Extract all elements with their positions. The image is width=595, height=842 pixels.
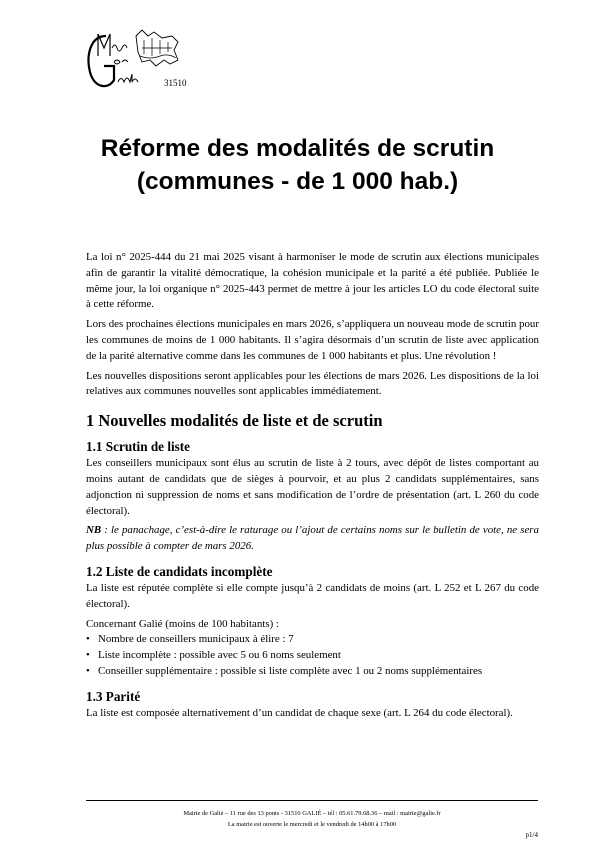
nb-text: : le panachage, c’est-à-dire le raturage ou l’ajout de certains noms sur le bulletin de vote, ne sera plus possible à compter de mars 2026. [86,524,539,553]
logo-postcode: 31510 [164,78,187,88]
footer [86,808,538,830]
title-line-1: Réforme des modalités de scrutin [100,135,495,162]
list-item [86,632,539,648]
footer-divider [86,800,538,801]
list-item [86,648,539,664]
section-1-2-text: La liste est réputée complète si elle compte jusqu’à 2 candidats de moins (art. L 252 et L 267 du code électoral). [86,581,539,610]
section-1-2-concern: Concernant Galié (moins de 100 habitants) : [86,617,279,630]
section-1-1-text: Les conseillers municipaux sont élus au scrutin de liste à 2 tours, avec dépôt de listes comportant au moins autant de candidats que de sièges à pourvoir, et au plus 2 candidats supplémentaires, sans adjonction ni suppression de noms et sans modification de l’ordre de présentation (art. L 260 du code électoral). [86,457,539,517]
page-number: p1/4 [525,831,538,839]
title-line-2: (communes - de 1 000 hab.) [136,168,459,195]
section-1-1-heading: 1.1 Scrutin de liste [86,439,191,455]
list-item-text: Liste incomplète : possible avec 5 ou 6 noms seulement [98,649,341,662]
section-1-heading: 1 Nouvelles modalités de liste et de scrutin [86,411,383,431]
nb-label: NB [86,524,102,537]
intro-paragraph-2: Lors des prochaines élections municipales en mars 2026, s’appliquera un nouveau mode de scrutin pour les communes de moins de 1 000 habitants. Il s’agira désormais d’un scrutin de liste avec application de la parité alternative comme dans les communes de 1 000 habitants et plus. Une révolution ! [86,318,539,362]
footer-contact: Mairie de Galié – 11 rue des 13 ponts - 31510 GALIÉ – tél : 05.61.79.68.36 – mail : mairie@galie.fr [183,810,441,817]
footer-hours: La mairie est ouverte le mercredi et le vendredi de 14h00 à 17h00 [227,821,397,828]
mairie-logo-drawing [84,26,194,96]
list-item-text: Nombre de conseillers municipaux à élire : 7 [98,633,294,646]
bullet: • [86,649,90,662]
nb-note [86,523,539,555]
mairie-logo [84,26,194,96]
list-item-text: Conseiller supplémentaire : possible si liste complète avec 1 ou 2 noms supplémentaires [98,664,483,677]
intro-paragraph-3: Les nouvelles dispositions seront applicables pour les élections de mars 2026. Les dispositions de la loi relatives aux communes nouvelles sont applicables immédiatement. [86,369,539,398]
intro-paragraph-1: La loi n° 2025-444 du 21 mai 2025 visant à harmoniser le mode de scrutin aux élections municipales afin de garantir la vitalité démocratique, la cohésion municipale et la parité a été publiée. Publiée le même jour, la loi organique n° 2025-443 permet de mettre à jour les articles LO du code électoral suite à cette réforme. [86,251,539,311]
bullet: • [86,633,90,646]
section-1-3-text: La liste est composée alternativement d’un candidat de chaque sexe (art. L 264 du code électoral). [86,706,513,719]
bullet: • [86,664,90,677]
section-1-2-heading: 1.2 Liste de candidats incomplète [86,563,273,579]
page-title [0,132,595,198]
galie-list [86,632,539,679]
section-1-3-heading: 1.3 Parité [86,688,141,704]
document-body [86,250,539,722]
list-item [86,664,539,680]
